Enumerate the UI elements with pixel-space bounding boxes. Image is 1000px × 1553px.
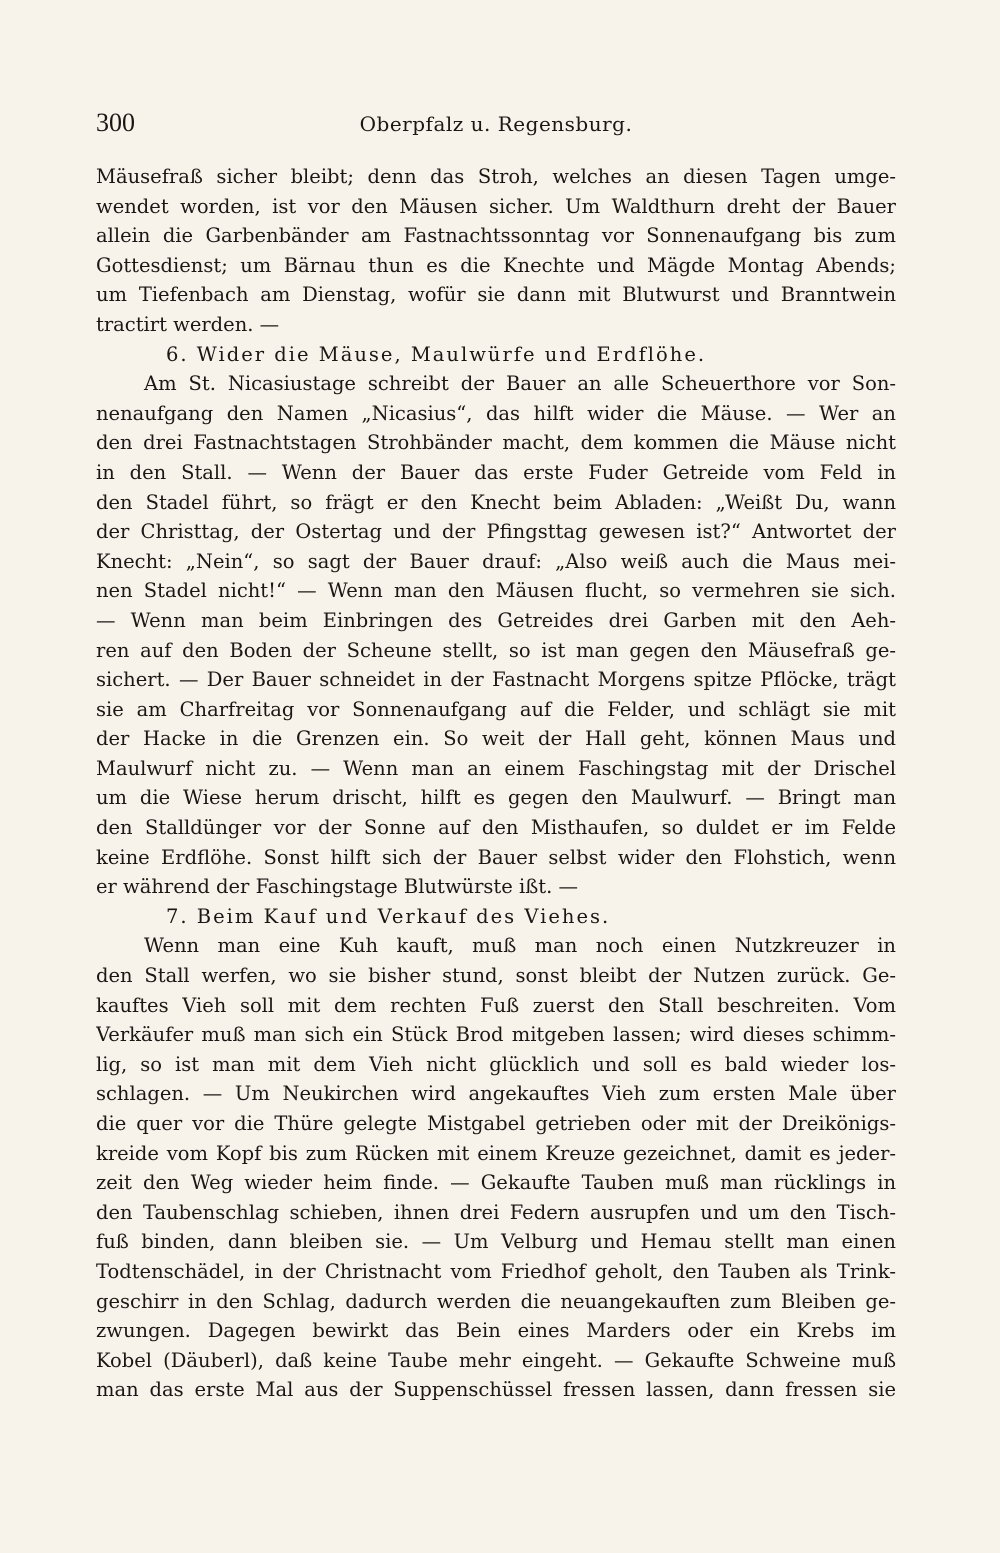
text-line: Maulwurf nicht zu. — Wenn man an einem Faschingstag mit der Drischel bbox=[96, 756, 896, 780]
text-line: er während der Faschingstage Blutwürste ißt. — bbox=[96, 875, 578, 899]
page-number: 300 bbox=[96, 108, 135, 137]
text-line: tractirt werden. — bbox=[96, 312, 280, 336]
text-line: den drei Fastnachtstagen Strohbänder macht, dem kommen die Mäuse nicht bbox=[96, 431, 896, 455]
text-line: — Wenn man beim Einbringen des Getreides drei Garben mit den Aeh- bbox=[96, 608, 896, 632]
text-line: Wenn man eine Kuh kauft, muß man noch einen Nutzkreuzer in bbox=[144, 934, 896, 958]
text-line: kreide vom Kopf bis zum Rücken mit einem Kreuze gezeichnet, damit es jeder- bbox=[96, 1141, 896, 1165]
text-line: Kobel (Däuberl), daß keine Taube mehr eingeht. — Gekaufte Schweine muß bbox=[96, 1348, 896, 1372]
text-line: Todtenschädel, in der Christnacht vom Friedhof geholt, den Tauben als Trink- bbox=[96, 1259, 896, 1283]
text-line: in den Stall. — Wenn der Bauer das erste Fuder Getreide vom Feld in bbox=[96, 460, 896, 484]
text-line: den Stadel führt, so frägt er den Knecht beim Abladen: „Weißt Du, wann bbox=[96, 490, 896, 514]
text-line: sie am Charfreitag vor Sonnenaufgang auf die Felder, und schlägt sie mit bbox=[96, 697, 896, 721]
text-line: um die Wiese herum drischt, hilft es gegen den Maulwurf. — Bringt man bbox=[96, 786, 896, 810]
text-line: der Hacke in die Grenzen ein. So weit der Hall geht, können Maus und bbox=[96, 727, 896, 751]
section-heading: 6. Wider die Mäuse, Maulwürfe und Erdflöhe. bbox=[166, 342, 707, 366]
text-line: keine Erdflöhe. Sonst hilft sich der Bauer selbst wider den Flohstich, wenn bbox=[96, 845, 896, 869]
text-line: ren auf den Boden der Scheune stellt, so ist man gegen den Mäusefraß ge- bbox=[96, 638, 896, 662]
text-line: zeit den Weg wieder heim finde. — Gekaufte Tauben muß man rücklings in bbox=[96, 1171, 896, 1195]
text-line: der Christtag, der Ostertag und der Pfingsttag gewesen ist?“ Antwortet der bbox=[96, 520, 896, 544]
text-line: um Tiefenbach am Dienstag, wofür sie dann mit Blutwurst und Branntwein bbox=[96, 283, 896, 307]
text-line: kauftes Vieh soll mit dem rechten Fuß zuerst den Stall beschreiten. Vom bbox=[96, 993, 896, 1017]
text-line: die quer vor die Thüre gelegte Mistgabel getrieben oder mit der Dreikönigs- bbox=[96, 1112, 896, 1135]
text-line: Gottesdienst; um Bärnau thun es die Knechte und Mägde Montag Abends; bbox=[96, 253, 896, 277]
body-text bbox=[96, 162, 896, 1405]
text-line: Knecht: „Nein“, so sagt der Bauer drauf: „Also weiß auch die Maus mei- bbox=[96, 549, 896, 573]
text-line: lig, so ist man mit dem Vieh nicht glücklich und soll es bald wieder los- bbox=[96, 1052, 896, 1076]
text-line: nen Stadel nicht!“ — Wenn man den Mäusen flucht, so vermehren sie sich. bbox=[96, 579, 896, 603]
text-line: zwungen. Dagegen bewirkt das Bein eines Marders oder ein Krebs im bbox=[96, 1319, 896, 1343]
text-line: schlagen. — Um Neukirchen wird angekauftes Vieh zum ersten Male über bbox=[96, 1082, 896, 1106]
text-line: nenaufgang den Namen „Nicasius“, das hilft wider die Mäuse. — Wer an bbox=[96, 401, 896, 425]
page-header bbox=[96, 108, 896, 148]
text-line: den Taubenschlag schieben, ihnen drei Federn ausrupfen und um den Tisch- bbox=[96, 1200, 896, 1224]
text-line: sichert. — Der Bauer schneidet in der Fastnacht Morgens spitze Pflöcke, trägt bbox=[96, 668, 896, 692]
text-line: fuß binden, dann bleiben sie. — Um Velburg und Hemau stellt man einen bbox=[96, 1230, 896, 1254]
text-line: geschirr in den Schlag, dadurch werden die neuangekauften zum Bleiben ge- bbox=[96, 1289, 896, 1313]
text-line: den Stalldünger vor der Sonne auf den Misthaufen, so duldet er im Felde bbox=[96, 816, 896, 840]
text-line: Am St. Nicasiustage schreibt der Bauer an alle Scheuerthore vor Son- bbox=[144, 372, 896, 396]
text-line: man das erste Mal aus der Suppenschüssel fressen lassen, dann fressen sie bbox=[96, 1378, 896, 1402]
text-line: wendet worden, ist vor den Mäusen sicher. Um Waldthurn dreht der Bauer bbox=[96, 194, 896, 218]
section-heading: 7. Beim Kauf und Verkauf des Viehes. bbox=[166, 904, 611, 928]
text-line: Verkäufer muß man sich ein Stück Brod mitgeben lassen; wird dieses schimm- bbox=[96, 1023, 896, 1047]
running-head: Oberpfalz u. Regensburg. bbox=[359, 112, 633, 136]
text-line: den Stall werfen, wo sie bisher stund, sonst bleibt der Nutzen zurück. Ge- bbox=[96, 964, 896, 988]
text-line: Mäusefraß sicher bleibt; denn das Stroh, welches an diesen Tagen umge- bbox=[96, 165, 896, 188]
text-line: allein die Garbenbänder am Fastnachtssonntag vor Sonnenaufgang bis zum bbox=[96, 224, 896, 248]
